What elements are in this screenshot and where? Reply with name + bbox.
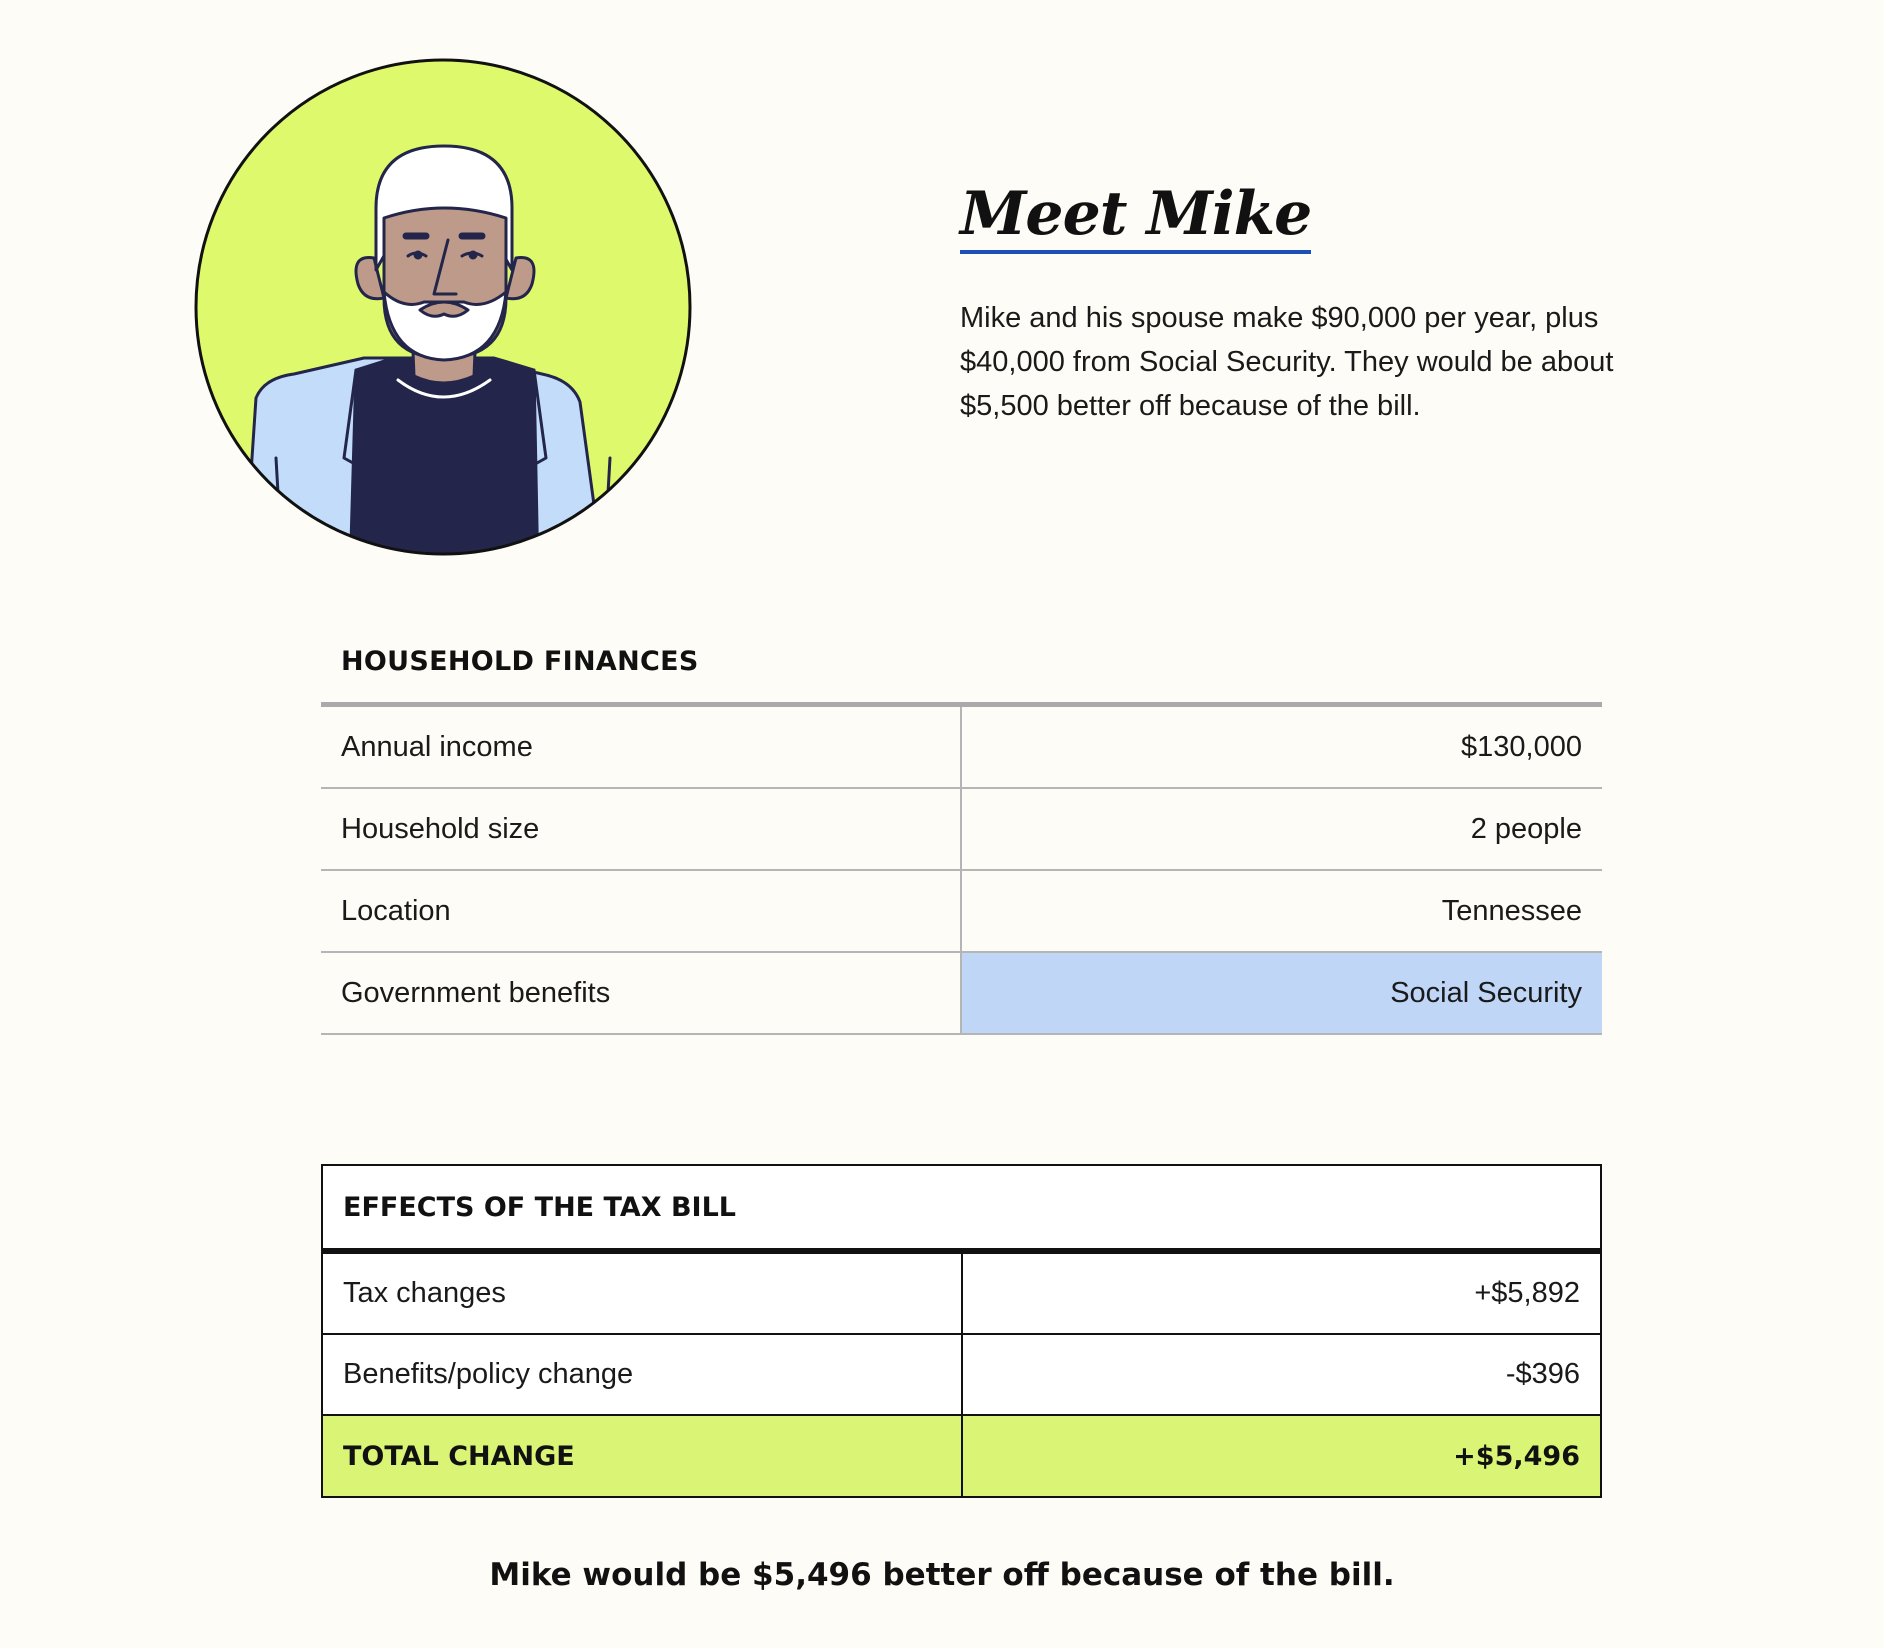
table-row [321, 871, 1602, 953]
row-value-government-benefits: Social Security [962, 953, 1602, 1033]
table-row [323, 1335, 1600, 1416]
summary-text: Mike would be $5,496 better off because of the bill. [489, 1557, 1395, 1593]
table-row [323, 1254, 1600, 1335]
household-finances-heading: HOUSEHOLD FINANCES [341, 646, 699, 677]
intro-section [960, 178, 1700, 428]
table-row [321, 789, 1602, 871]
row-label-location: Location [321, 871, 962, 951]
row-label-government-benefits: Government benefits [321, 953, 962, 1033]
avatar [194, 58, 692, 556]
tax-effects-table [321, 1164, 1602, 1498]
table-row [321, 953, 1602, 1035]
intro-description: Mike and his spouse make $90,000 per year, plus $40,000 from Social Security. They would be about $5,500 better off because of the bill. [960, 302, 1614, 422]
row-value-household-size: 2 people [1470, 812, 1582, 845]
row-value-total-change: +$5,496 [1453, 1440, 1580, 1472]
person-avatar-icon [194, 58, 692, 556]
total-row [323, 1416, 1600, 1496]
row-label-annual-income: Annual income [321, 707, 962, 787]
row-value-tax-changes: +$5,892 [1474, 1277, 1580, 1309]
household-finances-rows [321, 702, 1602, 1035]
row-label-tax-changes: Tax changes [323, 1254, 963, 1333]
table-row [321, 707, 1602, 789]
tax-effects-heading: EFFECTS OF THE TAX BILL [323, 1166, 1600, 1254]
row-label-total-change: TOTAL CHANGE [323, 1416, 963, 1496]
page-title: Meet Mike [960, 178, 1311, 254]
row-label-household-size: Household size [321, 789, 962, 869]
row-value-annual-income: $130,000 [1461, 730, 1582, 763]
row-label-benefits-policy-change: Benefits/policy change [323, 1335, 963, 1414]
row-value-benefits-policy-change: -$396 [1505, 1358, 1580, 1390]
household-finances-table [321, 640, 1602, 1035]
row-value-location: Tennessee [1441, 894, 1582, 927]
